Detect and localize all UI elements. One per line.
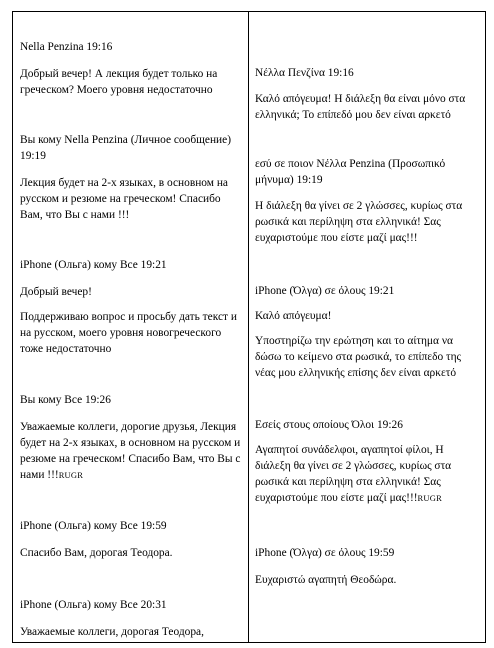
message-body: Поддерживаю вопрос и просьбу дать текст и на русском, моего уровня новогреческого тоже недостаточно (20, 311, 237, 355)
message-body: Добрый вечер! (20, 286, 92, 298)
message-body: Уважаемые коллеги, дорогая Теодора, (20, 626, 204, 638)
message-header: iPhone (Ольга) кому Все 19:21 (20, 259, 167, 271)
bilingual-transcript-table (12, 11, 486, 643)
message-header: Νέλλα Πενζίνα 19:16 (255, 67, 354, 79)
message-header: Вы кому Все 19:26 (20, 394, 111, 406)
message-header: εσύ σε ποιον Νέλλα Penzina (Προσωπικό μήνυμα) 19:19 (255, 158, 446, 186)
message-body: Καλό απόγευμα! Η διάλεξη θα είναι μόνο στα ελληνικά; Το επίπεδό μου δεν είναι αρκετό (255, 93, 466, 121)
message-body: Η διάλεξη θα γίνει σε 2 γλώσσες, κυρίως στα ρωσικά και περίληψη στα ελληνικά! Σας ευχαριστούμε που είστε μαζί μας!!! (255, 200, 463, 244)
message-body: Добрый вечер! А лекция будет только на греческом? Моего уровня недостаточно (20, 68, 218, 96)
message-body: Ευχαριστώ αγαπητή Θεοδώρα. (255, 574, 397, 586)
message-body: Αγαπητοί συνάδελφοι, αγαπητοί φίλοι, Η διάλεξη θα γίνει σε 2 γλώσσες, κυρίως στα ρωσικά και περίληψη στα ελληνικά! Σας ευχαριστούμε που είστε μαζί μας!!!RUGR (255, 444, 452, 504)
message-body: Спасибо Вам, дорогая Теодора. (20, 547, 173, 559)
message-header: iPhone (Ольга) кому Все 20:31 (20, 599, 167, 611)
message-header: iPhone (Όλγα) σε όλους 19:59 (255, 547, 395, 559)
message-body: Υποστηρίζω την ερώτηση και το αίτημα να δώσω το κείμενο στα ρωσικά, το επίπεδο της νέας μου ελληνικής επίσης δεν είναι αρκετό (255, 335, 462, 379)
message-header: Вы кому Nella Penzina (Личное сообщение) 19:19 (20, 134, 231, 162)
message-body: Καλό απόγευμα! (255, 310, 332, 322)
message-body: Уважаемые коллеги, дорогие друзья, Лекция будет на 2-х языках, в основном на русском и резюме на греческом! Спасибо Вам, что Вы с нами !!!RUGR (20, 421, 241, 481)
message-header: iPhone (Όλγα) σε όλους 19:21 (255, 285, 395, 297)
column-divider (248, 12, 249, 642)
message-header: Εσείς στους οποίους Όλοι 19:26 (255, 419, 403, 431)
message-header: Nella Penzina 19:16 (20, 41, 113, 53)
message-body: Лекция будет на 2-х языках, в основном на русском и резюме на греческом! Спасибо Вам, что Вы с нами !!! (20, 177, 228, 221)
message-header: iPhone (Ольга) кому Все 19:59 (20, 520, 167, 532)
language-tag: RUGR (58, 470, 84, 480)
language-tag: RUGR (417, 493, 442, 503)
